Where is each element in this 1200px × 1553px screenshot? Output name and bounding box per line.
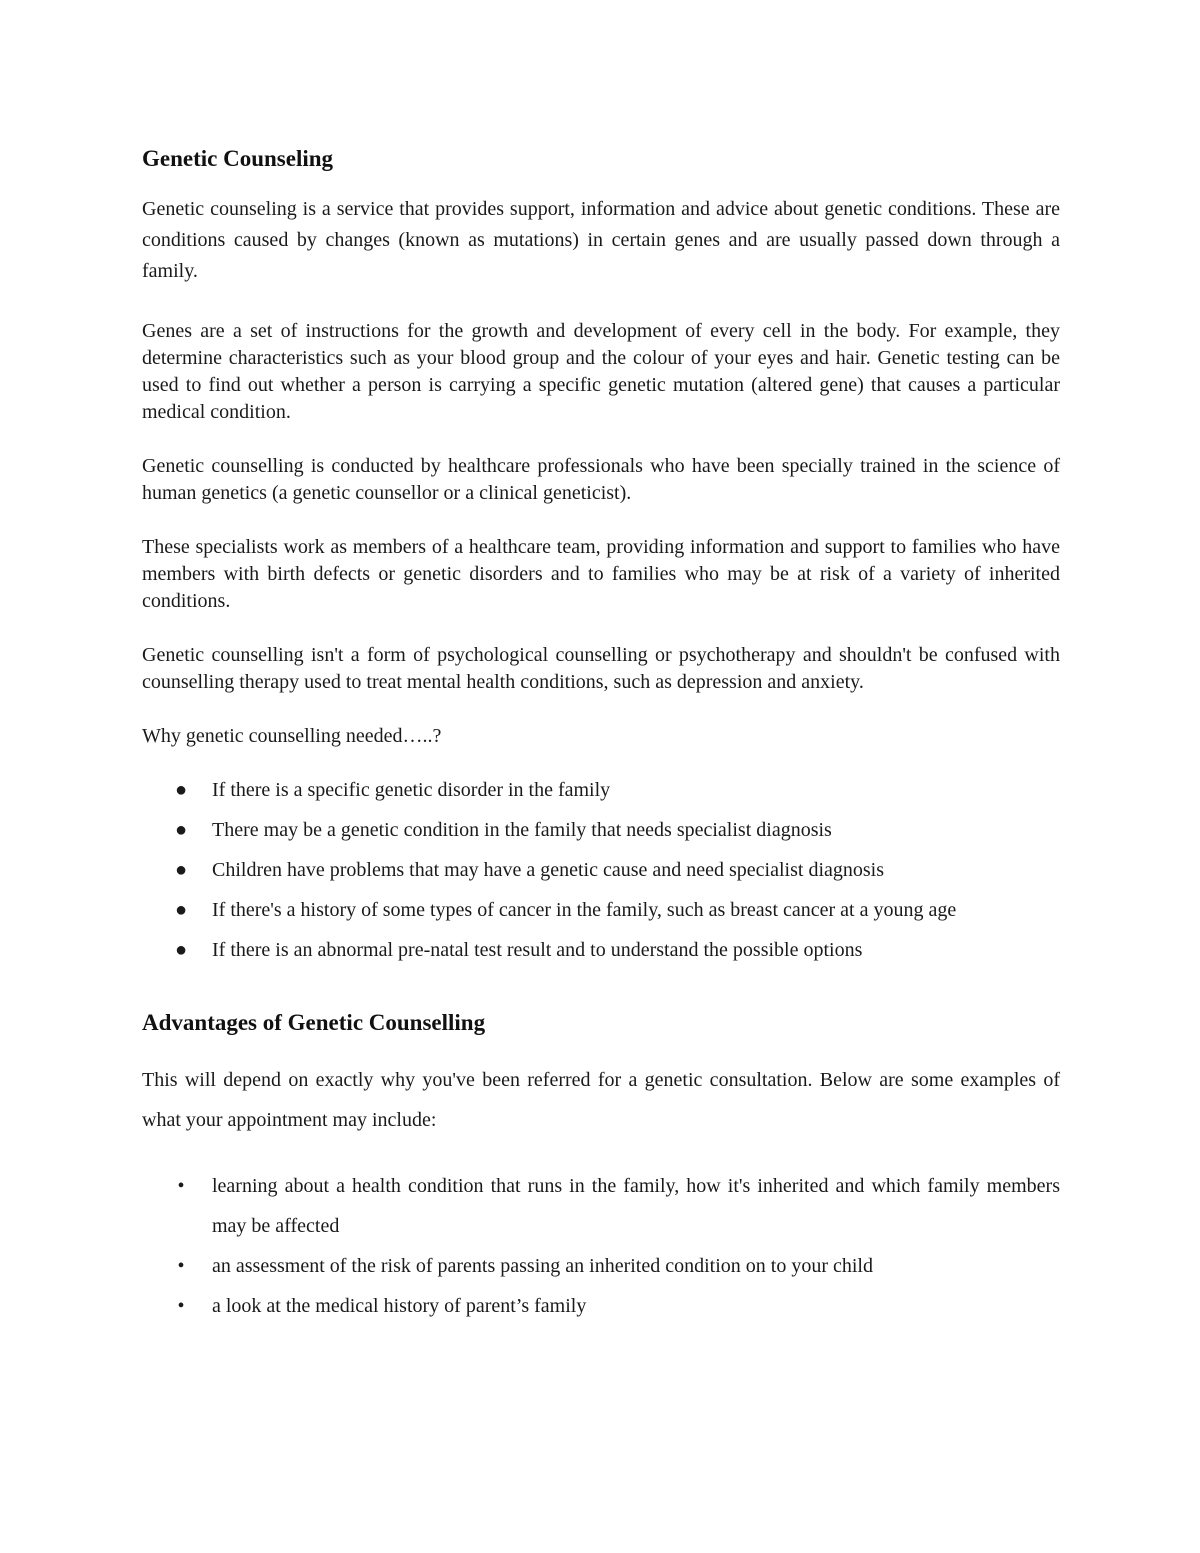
list-item: [142, 1166, 1060, 1246]
list-item-text: Children have problems that may have a genetic cause and need specialist diagnosis: [212, 859, 885, 881]
list-item-text: If there is a specific genetic disorder in the family: [212, 779, 611, 801]
paragraph-conducted-by: Genetic counselling is conducted by healthcare professionals who have been specially trained in the science of human genetics (a genetic counsellor or a clinical geneticist).: [142, 455, 1060, 504]
paragraph-genes: Genes are a set of instructions for the growth and development of every cell in the body. For example, they determine characteristics such as your blood group and the colour of your eyes and hair. Genetic testing can be used to find out whether a person is carrying a specific genetic mutation (altered gene) that causes a particular medical condition.: [142, 320, 1060, 423]
advantages-intro: This will depend on exactly why you've been referred for a genetic consultation. Below are some examples of what your appointment may include:: [142, 1069, 1060, 1131]
bullet-icon: •: [177, 1175, 185, 1197]
bullet-icon: ●: [175, 939, 188, 961]
bullet-icon: •: [177, 1255, 185, 1277]
bullet-icon: ●: [175, 819, 188, 841]
list-item: [142, 930, 1060, 970]
bullet-icon: ●: [175, 859, 188, 881]
paragraph-not-psychological: Genetic counselling isn't a form of psychological counselling or psychotherapy and shouldn't be confused with counselling therapy used to treat mental health conditions, such as depression and anxiety.: [142, 644, 1060, 693]
list-item: [142, 1246, 1060, 1286]
list-item-text: an assessment of the risk of parents passing an inherited condition on to your child: [212, 1255, 873, 1277]
list-item-text: If there is an abnormal pre-natal test result and to understand the possible options: [212, 939, 863, 961]
list-item-text: a look at the medical history of parent’s family: [212, 1295, 587, 1317]
list-item: [142, 890, 1060, 930]
list-item: [142, 1286, 1060, 1326]
why-list: [142, 770, 1060, 970]
document-title: Genetic Counseling: [142, 146, 334, 171]
advantages-heading: Advantages of Genetic Counselling: [142, 1010, 486, 1035]
list-item: [142, 770, 1060, 810]
list-item: [142, 810, 1060, 850]
why-heading: Why genetic counselling needed…..?: [142, 725, 442, 747]
paragraph-specialists: These specialists work as members of a healthcare team, providing information and support to families who have members with birth defects or genetic disorders and to families who may be at risk of a variety of inherited conditions.: [142, 536, 1060, 612]
bullet-icon: ●: [175, 899, 188, 921]
document-page: [142, 140, 1060, 1326]
bullet-icon: •: [177, 1295, 185, 1317]
list-item-text: learning about a health condition that runs in the family, how it's inherited and which family members may be affected: [212, 1175, 1060, 1237]
list-item-text: If there's a history of some types of cancer in the family, such as breast cancer at a young age: [212, 899, 957, 921]
advantages-list: [142, 1166, 1060, 1326]
bullet-icon: ●: [175, 779, 188, 801]
paragraph-intro: Genetic counseling is a service that provides support, information and advice about genetic conditions. These are conditions caused by changes (known as mutations) in certain genes and are usually passed down through a family.: [142, 198, 1060, 282]
list-item: [142, 850, 1060, 890]
list-item-text: There may be a genetic condition in the family that needs specialist diagnosis: [212, 819, 832, 841]
